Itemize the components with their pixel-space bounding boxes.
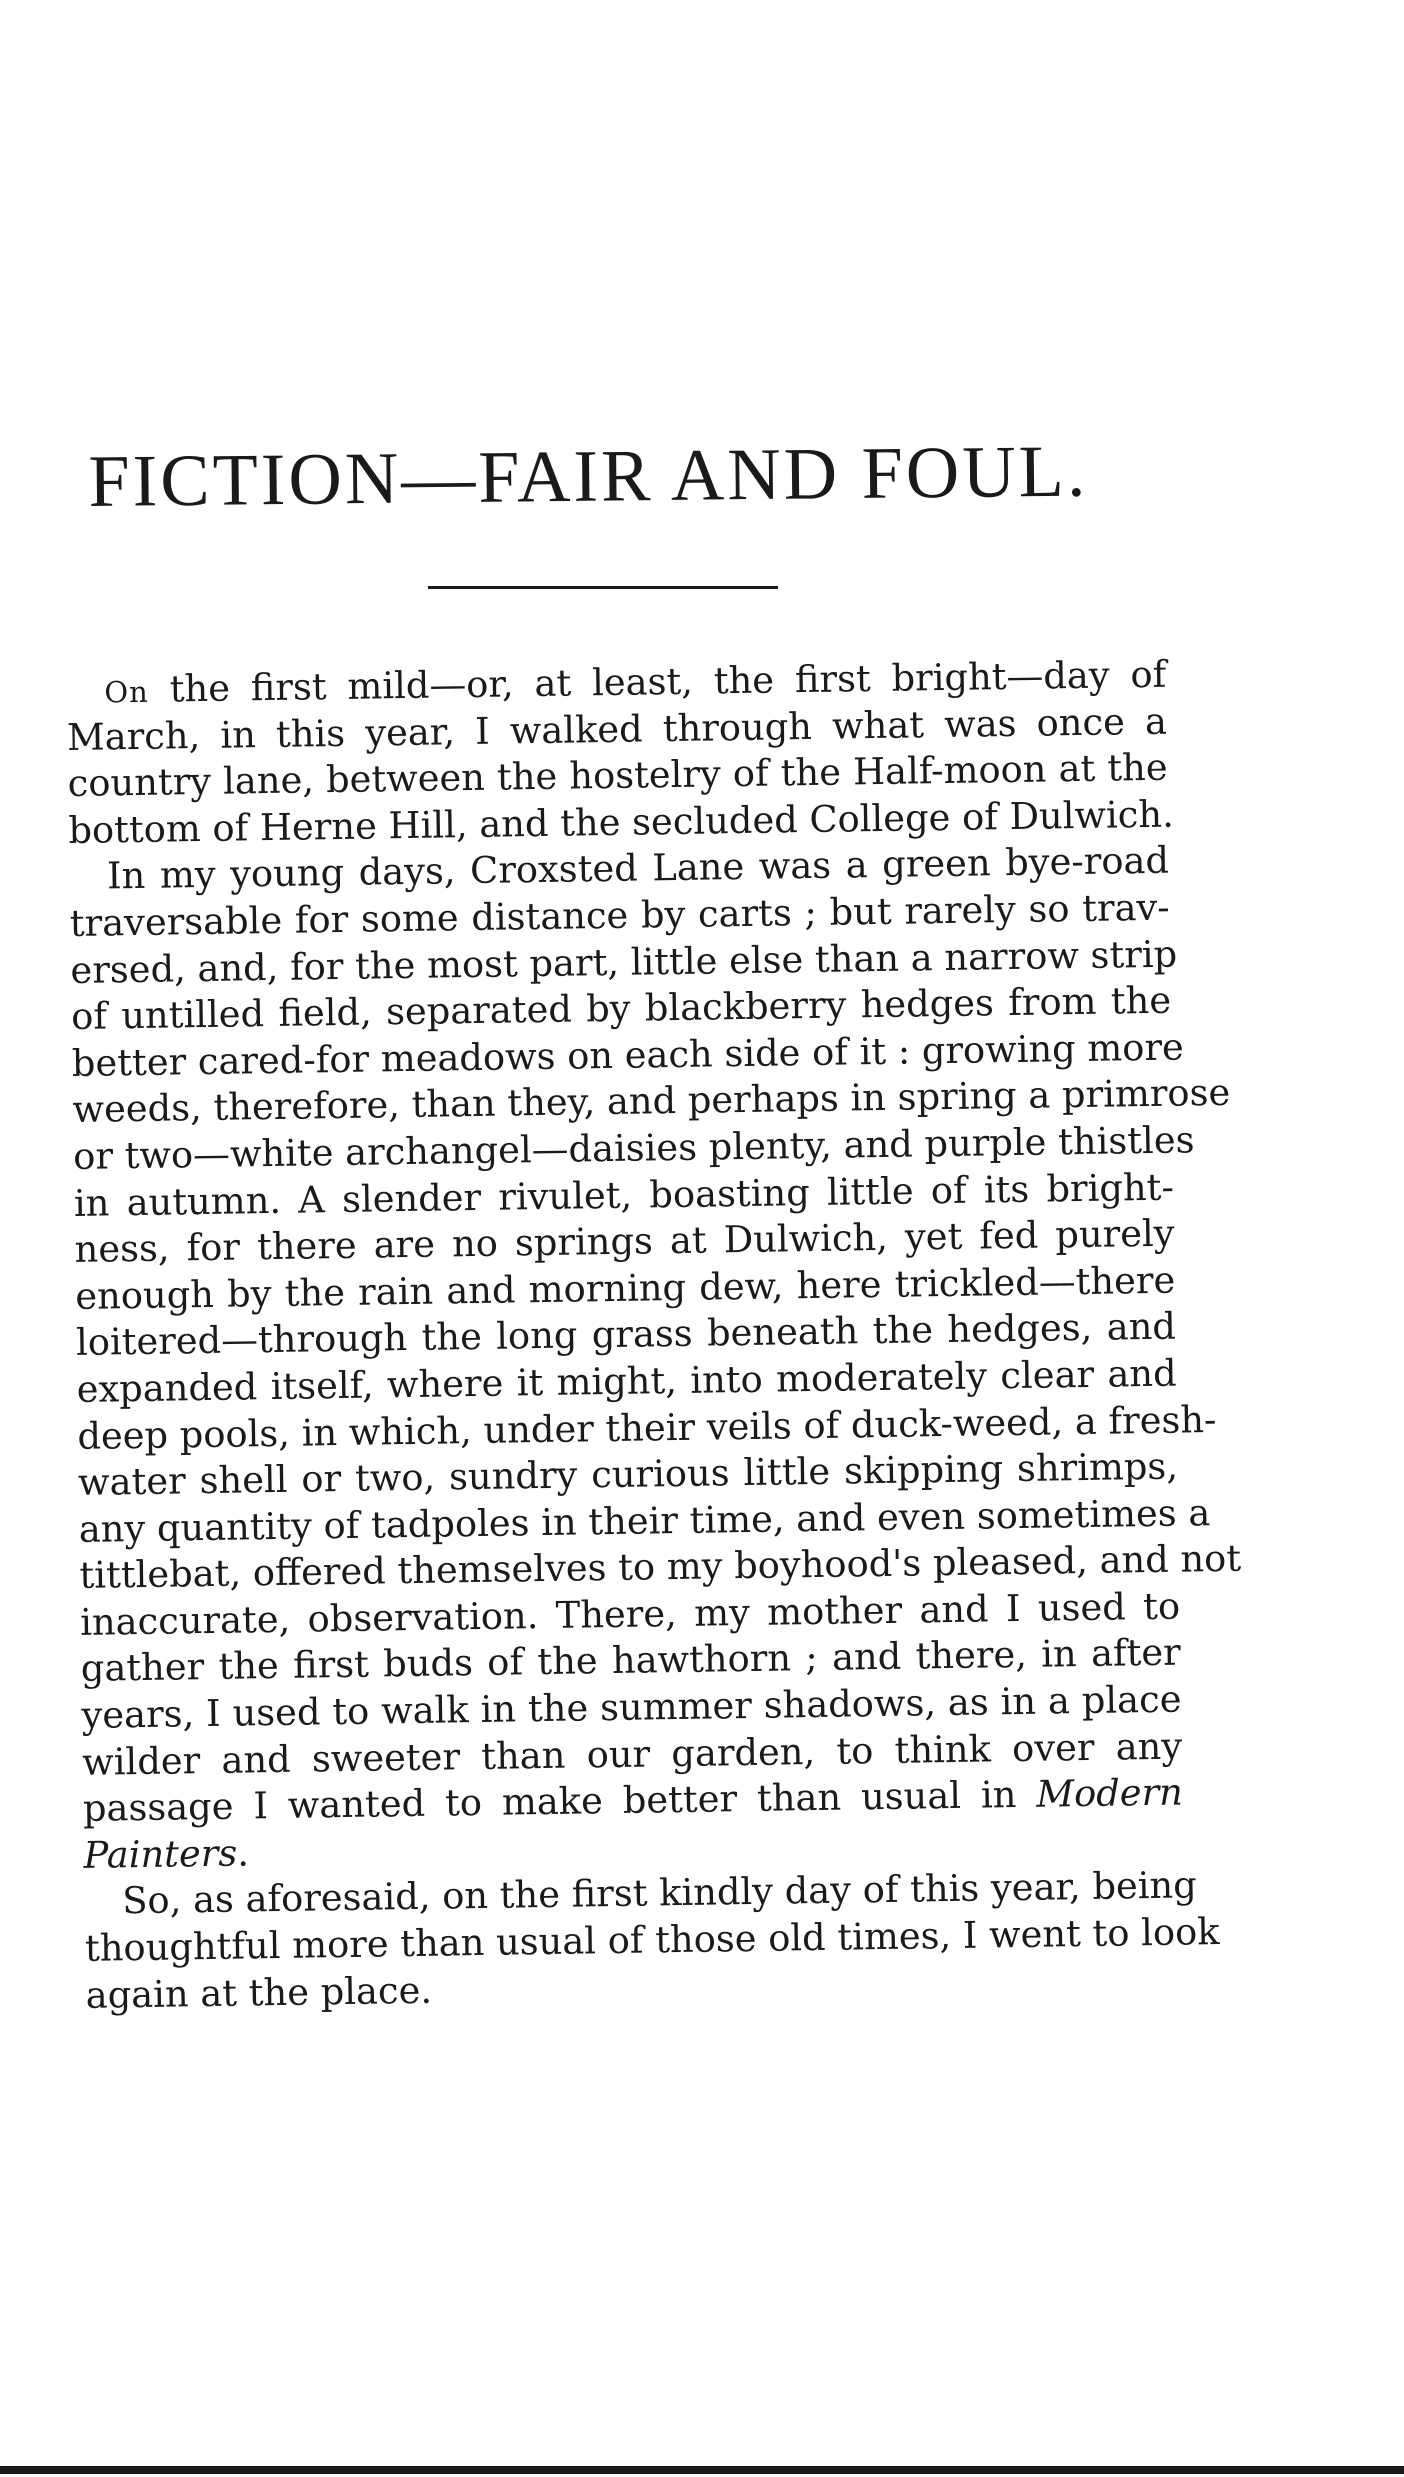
paragraph-2-line: of untilled field, separated by blackberry hedges from the: [70, 978, 1172, 1039]
paragraph-3: [84, 1863, 1220, 2019]
paragraph-2-line: expanded itself, where it might, into moderately clear and: [76, 1351, 1177, 1411]
paragraph-1-line: bottom of Herne Hill, and the secluded College of Dulwich.: [68, 792, 1175, 852]
paragraph-2-line: weeds, therefore, than they, and perhaps in spring a primrose: [72, 1071, 1231, 1132]
paragraph-2-line: ness, for there are no springs at Dulwich, yet fed purely: [74, 1211, 1175, 1272]
paragraph-3-line: again at the place.: [85, 1968, 433, 2017]
paragraph-3-line: thoughtful more than usual of those old times, I went to look: [84, 1910, 1220, 1970]
paragraph-2-line: ersed, and, for the most part, little else than a narrow strip: [70, 932, 1178, 992]
body-text: [66, 652, 1242, 2019]
paragraph-2-line: any quantity of tadpoles in their time, and even sometimes a: [78, 1490, 1211, 1551]
paragraph-2-line: enough by the rain and morning dew, here trickled—there: [75, 1258, 1176, 1318]
paragraph-2-line-text: passage I wanted to make better than usual in: [82, 1772, 1037, 1831]
paragraph-2: [69, 838, 1242, 1879]
paragraph-1-line: March, in this year, I walked through what was once a: [66, 699, 1168, 759]
page-bottom-edge: [0, 2466, 1404, 2474]
paragraph-2-line: loitered—through the long grass beneath the hedges, and: [75, 1304, 1177, 1365]
paragraph-2-line: water shell or two, sundry curious little skipping shrimps,: [77, 1444, 1179, 1505]
small-caps-opening: On: [104, 674, 150, 710]
book-title-modern: Modern: [1036, 1770, 1184, 1816]
paragraph-2-line: better cared-for meadows on each side of it : growing more: [71, 1025, 1185, 1085]
paragraph-1-line: country lane, between the hostelry of the Half-moon at the: [67, 745, 1168, 806]
paragraph-2-line: inaccurate, observation. There, my mother and I used to: [79, 1584, 1181, 1644]
paragraph-2-line: or two—white archangel—daisies plenty, and purple thistles: [72, 1118, 1195, 1178]
paragraph-2-line: in autumn. A slender rivulet, boasting little of its bright-: [73, 1165, 1175, 1225]
paragraph-2-line: gather the first buds of the hawthorn ; and there, in after: [80, 1631, 1182, 1691]
paragraph-2-line: wilder and sweeter than our garden, to think over any: [81, 1724, 1183, 1784]
final-period: .: [236, 1831, 250, 1875]
paragraph-2-line: traversable for some distance by carts ; but rarely so trav-: [69, 885, 1170, 945]
paragraph-2-line: In my young days, Croxsted Lane was a green bye-road: [106, 839, 1170, 898]
paragraph-2-line: deep pools, in which, under their veils of duck-weed, a fresh-: [77, 1397, 1217, 1458]
paragraph-1-line-1-text: the first mild—or, at least, the first bright—day of: [148, 652, 1167, 711]
paragraph-2-line: years, I used to walk in the summer shadows, as in a place: [81, 1677, 1182, 1737]
page-title: FICTION—FAIR AND FOUL.: [88, 430, 1089, 523]
paragraph-1: [66, 652, 1175, 855]
paragraph-2-line: tittlebat, offered themselves to my boyhood's pleased, and not: [79, 1536, 1242, 1598]
book-title-painters: Painters: [83, 1831, 238, 1877]
paragraph-3-line: So, as aforesaid, on the first kindly day of this year, being: [121, 1863, 1198, 1923]
title-divider: [428, 586, 778, 589]
